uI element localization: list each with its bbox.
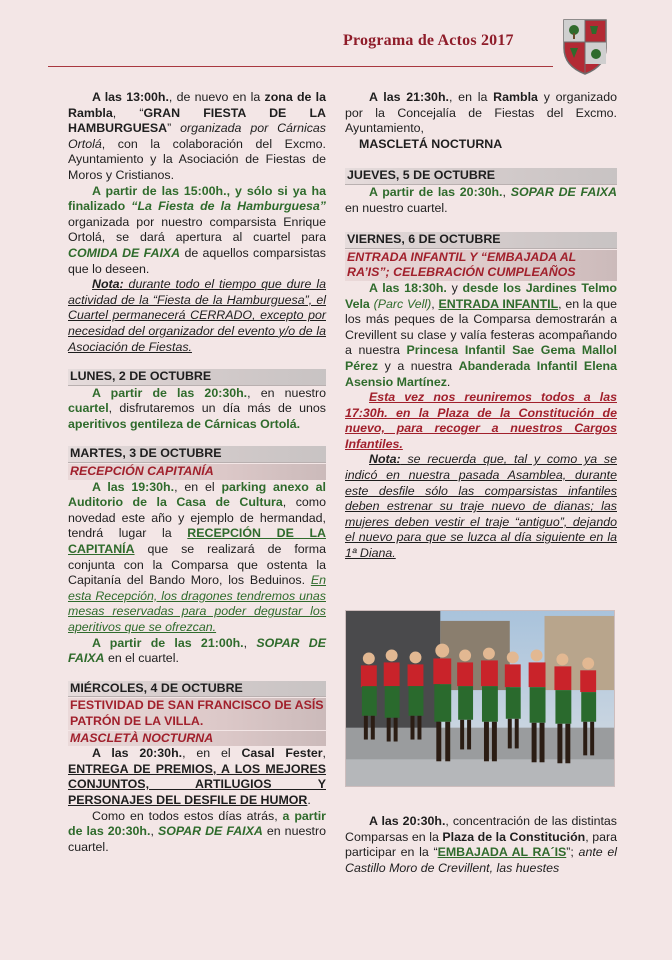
viernes-paragraph-2: Esta vez nos reuniremos todos a las 17:30h. en la Plaza de la Constitución de nuevo, para recoger a nuestros Cargos Infantiles. bbox=[345, 390, 617, 451]
right-column bbox=[345, 90, 617, 562]
comparsa-crest-logo bbox=[560, 16, 610, 76]
miercoles-paragraph-1: A las 20:30h., en el Casal Fester, ENTREGA DE PREMIOS, A LOS MEJORES CONJUNTOS, ARTILUGIOS Y PERSONAJES DEL DESFILE DE HUMOR. bbox=[68, 746, 326, 807]
day-header-miercoles: MIÉRCOLES, 4 DE OCTUBRE bbox=[68, 681, 326, 698]
jueves-paragraph: A partir de las 20:30h., SOPAR DE FAIXA en nuestro cuartel. bbox=[345, 184, 618, 215]
subheader-recepcion-capitania: RECEPCIÓN CAPITANÍA bbox=[68, 464, 326, 480]
right-column-bottom bbox=[345, 814, 617, 876]
left-column bbox=[68, 90, 326, 855]
comida-faixa-paragraph: A partir de las 15:00h., y sólo si ya ha finalizado “La Fiesta de la Hamburguesa” organizada por nuestro comparsista Enrique Ortolá, se dará apertura al cuartel para COMIDA DE FAIXA de aquellos comparsistas que lo deseen. bbox=[68, 183, 326, 276]
rambla-paragraph: A las 21:30h., en la Rambla y organizado por la Concejalía de Fiestas del Excmo. Ayuntamiento, bbox=[345, 90, 617, 136]
day-header-martes: MARTES, 3 DE OCTUBRE bbox=[68, 446, 326, 463]
mascleta-nocturna-heading: MASCLETÁ NOCTURNA bbox=[359, 136, 503, 151]
day-header-jueves: JUEVES, 5 DE OCTUBRE bbox=[345, 168, 617, 185]
subheader-mascleta-miercoles: MASCLETÀ NOCTURNA bbox=[68, 731, 326, 747]
header-divider bbox=[48, 66, 553, 67]
parade-photo bbox=[345, 610, 615, 787]
subheader-san-francisco: FESTIVIDAD DE SAN FRANCISCO DE ASÍS PATRÓN DE LA VILLA. bbox=[68, 698, 326, 729]
embajada-paragraph: A las 20:30h., concentración de las distintas Comparsas en la Plaza de la Constitución, para participar en la “EMBAJADA AL RA´IS”; ante el Castillo Moro de Crevillent, las huestes bbox=[345, 814, 617, 875]
hamburguesa-paragraph: A las 13:00h., de nuevo en la zona de la Rambla, “GRAN FIESTA DE LA HAMBURGUESA” organizada por Cárnicas Ortolá, con la colaboración del Excmo. Ayuntamiento y la Asociación de Fiestas de Moros y Cristianos. bbox=[68, 90, 326, 182]
viernes-paragraph-1: A las 18:30h. y desde los Jardines Telmo Vela (Parc Vell), ENTRADA INFANTIL, en la que los más peques de la Comparsa demostrarán a Crevillent su clase y valía festeras acompañando a nuestra Princesa Infantil Sae Gema Mallol Pérez y a nuestra Abanderada Infantil Elena Asensio Martínez. bbox=[345, 280, 618, 389]
subheader-entrada-infantil: ENTRADA INFANTIL Y “EMBAJADA AL RA’IS”; CELEBRACIÓN CUMPLEAÑOS bbox=[345, 250, 617, 281]
martes-paragraph-1: A las 19:30h., en el parking anexo al Auditorio de la Casa de Cultura, como novedad este año y ejemplo de hermandad, tendrá lugar la RECEPCIÓN DE LA CAPITANÍA que se realizará de forma conjunta con la Comparsa que ostenta la Capitanía del Bando Moro, los Beduinos. En esta Recepción, los dragones tendremos unas mesas reservadas para poder degustar los aperitivos que se ofrezcan. bbox=[68, 479, 326, 634]
day-header-viernes: VIERNES, 6 DE OCTUBRE bbox=[345, 232, 617, 249]
page-title: Programa de Actos 2017 bbox=[343, 32, 514, 49]
miercoles-paragraph-2: Como en todos estos días atrás, a partir de las 20:30h., SOPAR DE FAIXA en nuestro cuartel. bbox=[68, 808, 327, 854]
note-paragraph: Nota: durante todo el tiempo que dure la actividad de la “Fiesta de la Hamburguesa”, el Cuartel permanecerá CERRADO, excepto por necesidad del organizador del evento y/o de la Asociación de Fiestas. bbox=[68, 277, 326, 354]
viernes-note: Nota: se recuerda que, tal y como ya se indicó en nuestra pasada Asamblea, durante este desfile sólo las comparsistas infantiles deben estrenar su traje nuevo de dianas; las mujeres deben vestir el traje “antiguo”, dejando el nuevo para que se luzca al día siguiente en la 1ª Diana. bbox=[345, 452, 617, 561]
martes-paragraph-2: A partir de las 21:00h., SOPAR DE FAIXA en el cuartel. bbox=[68, 635, 326, 666]
lunes-paragraph: A partir de las 20:30h., en nuestro cuartel, disfrutaremos un día más de unos aperitivos gentileza de Cárnicas Ortolá. bbox=[68, 385, 326, 431]
day-header-lunes: LUNES, 2 DE OCTUBRE bbox=[68, 369, 326, 386]
